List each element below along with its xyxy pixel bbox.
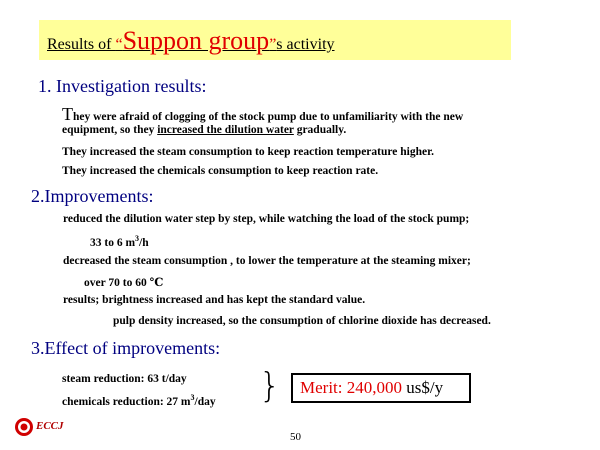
chem-sup: 3 [190, 393, 195, 402]
para-line1-text: hey were afraid of clogging of the stock pump due to unfamiliarity with the new [73, 111, 464, 123]
section2-line2 [90, 234, 149, 249]
title-prefix: Results of [47, 36, 116, 53]
section2-line1: reduced the dilution water step by step, while watching the load of the stock pump; [63, 213, 470, 225]
eccj-logo [14, 417, 64, 442]
chemicals-reduction [62, 393, 216, 408]
line2-sup: 3 [135, 234, 140, 243]
section2-line6: pulp density increased, so the consumption of chlorine dioxide has decreased. [113, 315, 491, 327]
para-line2-b: gradually. [293, 124, 347, 136]
line2-a: 33 to 6 m [90, 236, 136, 249]
steam-reduction: steam reduction: 63 t/day [62, 373, 187, 385]
section2-line3: decreased the steam consumption , to lower the temperature at the steaming mixer; [63, 255, 471, 267]
title-banner [39, 20, 511, 60]
title-group-name: Suppon group [122, 26, 270, 55]
section1-line3: They increased the steam consumption to keep reaction temperature higher. [62, 146, 435, 158]
drop-cap: T [62, 104, 73, 124]
section1-line4: They increased the chemicals consumption to keep reaction rate. [62, 165, 379, 177]
section2-line5: results; brightness increased and has kept the standard value. [63, 294, 366, 306]
section1-para-line2 [62, 124, 346, 136]
section1-para-line1 [62, 104, 463, 125]
title-close-quote: ” [269, 36, 277, 53]
merit-label: Merit: 240,000 [300, 378, 402, 397]
merit-box [291, 373, 471, 403]
section2-heading: 2.Improvements: [31, 186, 154, 206]
eccj-emblem-icon [14, 417, 34, 437]
title-suffix: s activity [276, 36, 335, 53]
line2-b: /h [139, 236, 149, 249]
chem-a: chemicals reduction: 27 m [62, 395, 191, 408]
page-number: 50 [290, 431, 301, 443]
para-line2-a: equipment, so they [62, 124, 158, 136]
logo-text: ECCJ [36, 420, 64, 432]
section1-heading: 1. Investigation results: [38, 76, 207, 96]
merit-unit: us$/y [402, 378, 444, 397]
title-open-quote: “ [115, 36, 123, 53]
brace: } [259, 366, 281, 406]
chem-b: /day [194, 395, 216, 408]
para-line2-underlined: increased the dilution water [157, 124, 294, 136]
slide-title [47, 26, 335, 56]
section2-line4: over 70 to 60 ℃ [84, 277, 164, 289]
section3-heading: 3.Effect of improvements: [31, 338, 221, 358]
